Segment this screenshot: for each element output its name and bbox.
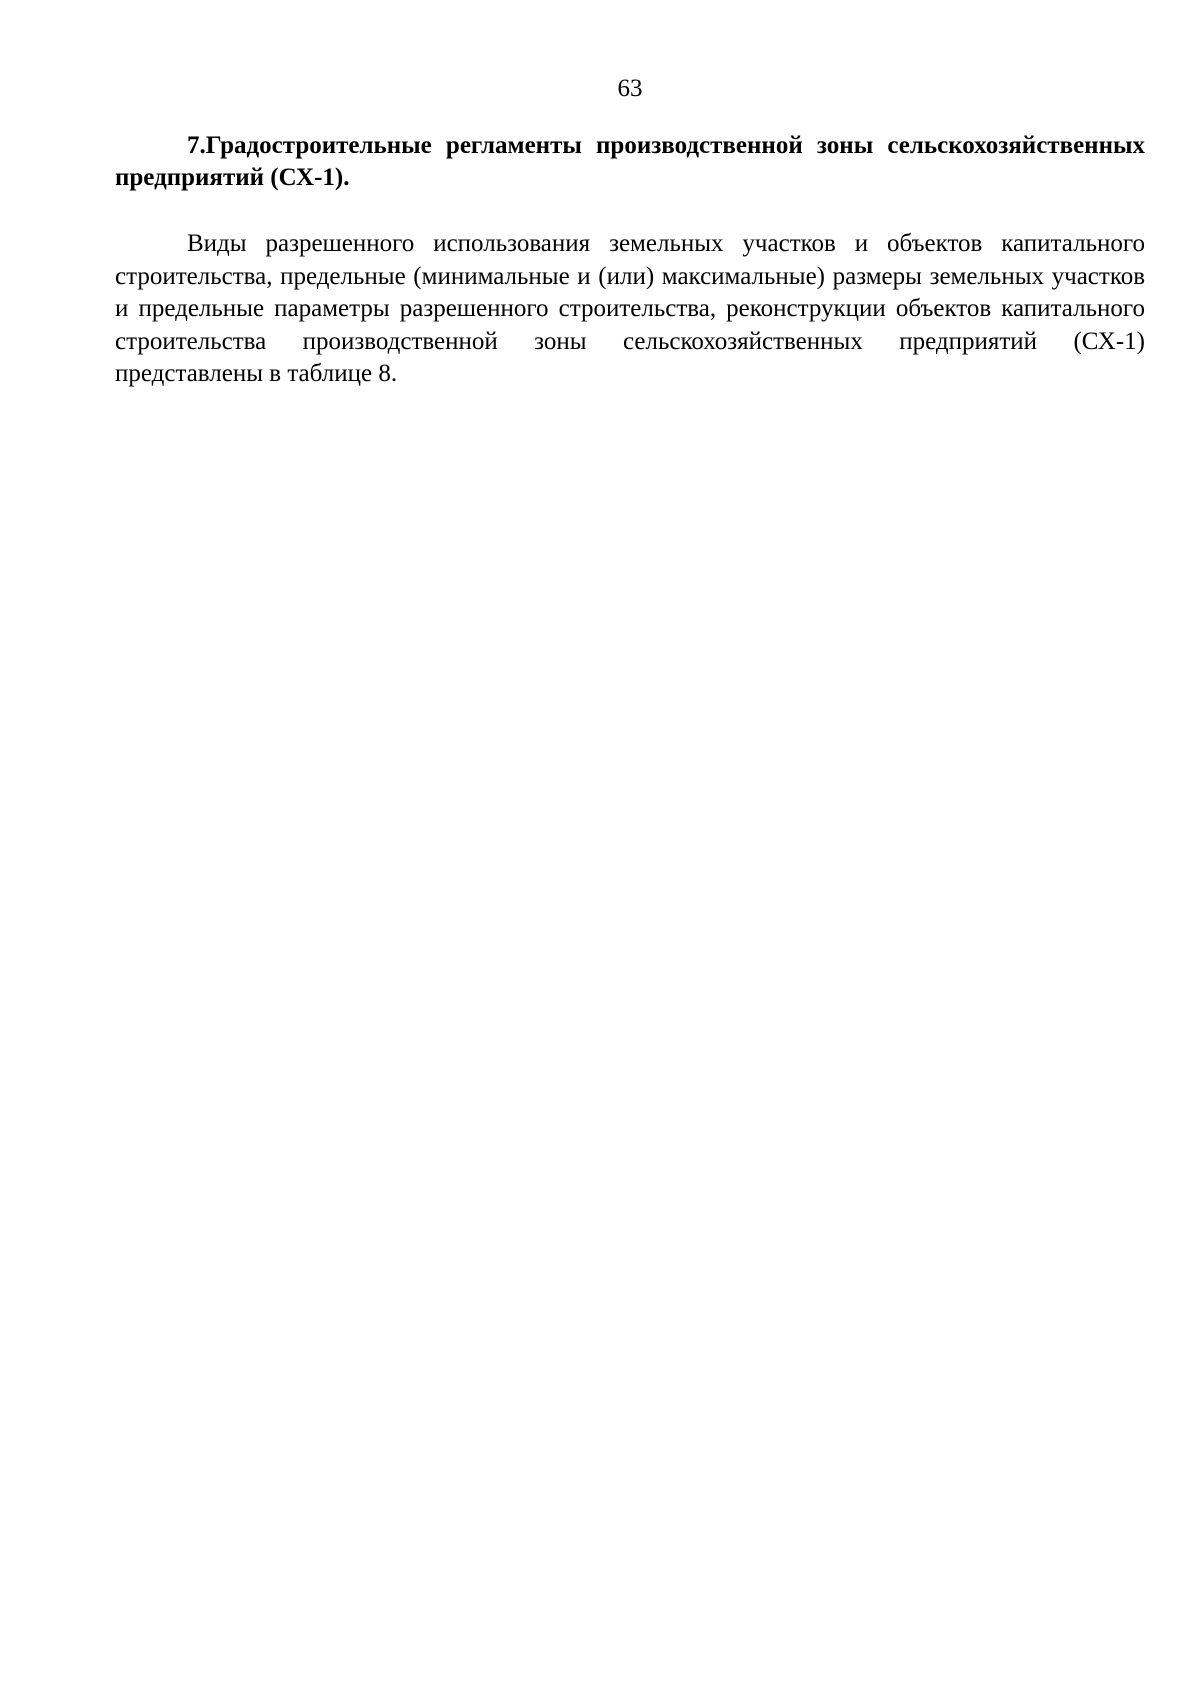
page-number: 63	[617, 75, 643, 102]
section-heading: 7.Градостроительные регламенты производственной зоны сельскохозяйственных предприятий (СХ-1).	[115, 132, 1145, 191]
body-paragraph: Виды разрешенного использования земельных участков и объектов капитального строительства, предельные (минимальные и (или) максимальные) размеры земельных участков и предельные параметры разрешенного строительства, реконструкции объектов капитального строительства производственной зоны сельскохозяйственных предприятий (СХ-1) представлены в таблице 8.	[115, 230, 1145, 387]
